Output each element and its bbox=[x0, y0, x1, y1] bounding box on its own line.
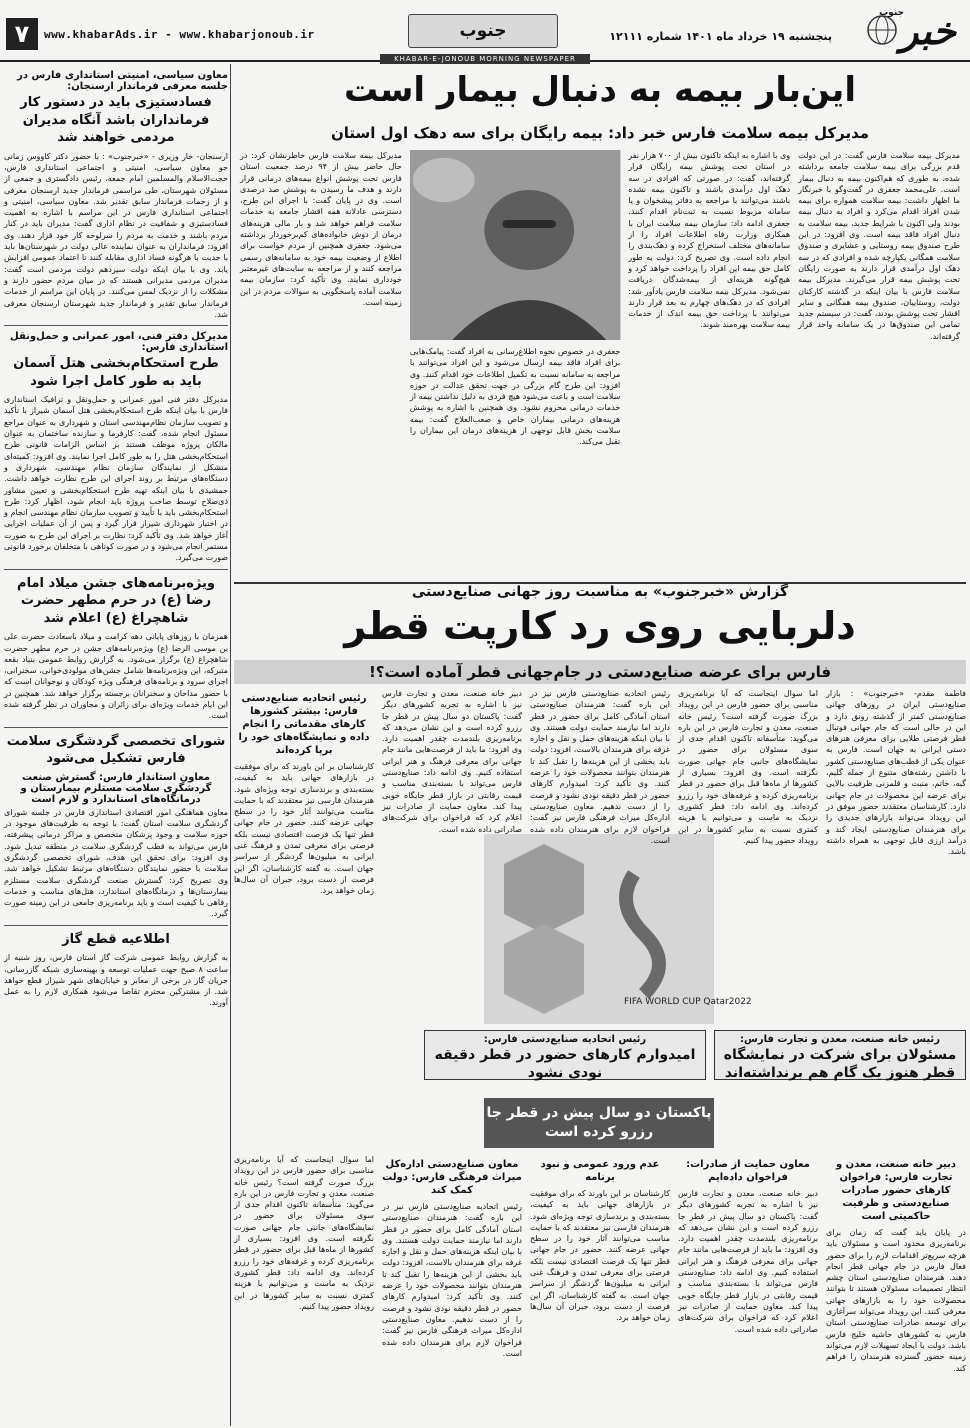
sidebar-story-2 bbox=[4, 331, 228, 564]
report-bottom-col-1 bbox=[826, 1154, 966, 1422]
report-bottom-text: کارشناسان بر این باورند که برای موفقیت در بازارهای جهانی باید به کیفیت، بسته‌بندی و برندسازی توجه ویژه‌ای شود. هنرمندان فارسی نیز معتقدند که با حمایت مناسب می‌توانند آثار خود را در سطح جهانی عرضه کنند. حضور در جام جهانی قطر تنها یک فرصت اقتصادی نیست بلکه فرصتی برای معرفی تمدن و فرهنگ غنی ایرانی به میلیون‌ها گردشگر از سراسر جهان است. به گفته کارشناسان، اگر این فرصت از دست برود، جبران آن سال‌ها زمان خواهد برد. bbox=[530, 1189, 670, 1323]
lead-column-2-wrap bbox=[628, 150, 790, 580]
box-title: مسئولان برای شرکت در نمایشگاه قطر هنوز یک گام هم برنداشته‌اند bbox=[723, 1047, 957, 1081]
quote-box-1 bbox=[714, 1030, 966, 1080]
report-bottom-col-5: اما سوال اینجاست که آیا برنامه‌ریزی مناسبی برای حضور فارس در این رویداد بزرگ صورت گرفته است؟ رئیس خانه صنعت، معدن و تجارت فارس در این باره می‌گوید: متأسفانه تاکنون اقدام جدی از سوی مسئولان برای حضور در نمایشگاه‌های جانبی جام جهانی صورت نگرفته است. وی افزود: بسیاری از کشورها از ماه‌ها قبل برای حضور در قطر برنامه‌ریزی کرده و غرفه‌های خود را رزرو کرده‌اند. وی ادامه داد: قطر کشوری نزدیک به ماست و می‌توانیم با هزینه کمتری نسبت به سایر کشورها در این رویداد حضور پیدا کنیم. bbox=[234, 1155, 374, 1311]
report-headline: دلربایی روی رد کارپت قطر bbox=[344, 604, 856, 648]
lead-column-2: وی با اشاره به اینکه تاکنون بیش از ۷۰۰ هزار نفر در استان تحت پوشش بیمه رایگان قرار گرفته‌اند، گفت: در صورتی که افرادی در سه دهک اول درآمدی باشند و تاکنون بیمه نشده باشند می‌توانند با مراجعه به دفاتر پیشخوان و یا سامانه مربوط نسبت به ثبت‌نام اقدام کنند. جعفری ادامه داد: سازمان بیمه سلامت ایران با همکاری وزارت رفاه اطلاعات افراد را از سامانه‌های مختلف استخراج کرده و دهک‌بندی را انجام داده است. وی تصریح کرد: دولت به طور کامل حق بیمه این افراد را پرداخت خواهد کرد و هیچ‌گونه هزینه‌ای از بیمه‌شدگان دریافت نمی‌شود. مدیرکل بیمه سلامت فارس یادآور شد: افرادی که در دهک‌های چهارم به بعد قرار دارند می‌توانند با پرداخت حق بیمه اندک از خدمات بیمه سلامت بهره‌مند شوند. bbox=[628, 151, 791, 330]
report-kicker: گزارش «خبرجنوب» به مناسبت روز جهانی صنایع‌دستی bbox=[411, 584, 789, 600]
story-headline: شورای تخصصی گردشگری سلامت فارس تشکیل می‌شود bbox=[6, 733, 226, 767]
report-column-3-wrap bbox=[530, 688, 670, 1028]
report-bottom-col-4 bbox=[382, 1154, 522, 1422]
photo-caption: FIFA WORLD CUP Qatar2022 bbox=[624, 997, 752, 1007]
highlight-box: پاکستان دو سال پیش در قطر جا رزرو کرده است bbox=[484, 1098, 714, 1148]
box-kicker: رئیس خانه صنعت، معدن و تجارت فارس: bbox=[740, 1034, 940, 1045]
story-kicker: معاون سیاسی، امنیتی استانداری فارس در جلسه معرفی فرماندار ارسنجان: bbox=[17, 70, 228, 92]
story-headline: ویژه‌برنامه‌های جشن میلاد امام رضا (ع) در حرم مطهر حضرت شاهچراغ (ع) اعلام شد bbox=[17, 575, 215, 626]
report-column-4-wrap bbox=[382, 688, 522, 1028]
website-url[interactable]: www.khabarAds.ir - www.khabarjonoub.ir bbox=[44, 28, 315, 41]
portrait-icon bbox=[410, 150, 620, 340]
masthead bbox=[0, 0, 970, 62]
official-portrait-photo bbox=[410, 150, 620, 340]
lead-column-3-wrap bbox=[410, 150, 620, 580]
report-column-3: رئیس اتحادیه صنایع‌دستی فارس نیز در این باره گفت: هنرمندان صنایع‌دستی استان آمادگی کامل برای حضور در قطر دارند اما نیازمند حمایت دولت هستند. وی با بیان اینکه هزینه‌های حمل و نقل و اجاره غرفه برای هنرمندان بالاست، افزود: دولت باید بخشی از این هزینه‌ها را تقبل کند تا هنرمندان بتوانند محصولات خود را عرضه کنند. وی تأکید کرد: امیدوارم کارهای حضور در قطر دقیقه نودی نشود و فرصت را از دست ندهیم. معاون صنایع‌دستی اداره‌کل میراث فرهنگی فارس نیز گفت: فراخوان لازم برای هنرمندان داده شده است. bbox=[530, 689, 670, 845]
sidebar-story-4 bbox=[4, 733, 228, 920]
inline-heading: معاون حمایت از صادرات: فراخوان داده‌ایم bbox=[686, 1159, 810, 1183]
section-label: جنوب bbox=[408, 14, 558, 48]
report-bottom-text: رئیس اتحادیه صنایع‌دستی فارس نیز در این باره گفت: هنرمندان صنایع‌دستی استان آمادگی کامل برای حضور در قطر دارند اما نیازمند حمایت دولت هستند. وی با بیان اینکه هزینه‌های حمل و نقل و اجاره غرفه برای هنرمندان بالاست، افزود: دولت باید بخشی از این هزینه‌ها را تقبل کند تا هنرمندان بتوانند محصولات خود را عرضه کنند. وی تأکید کرد: امیدوارم کارهای حضور در قطر دقیقه نودی نشود و فرصت را از دست ندهیم. معاون صنایع‌دستی اداره‌کل میراث فرهنگی فارس نیز گفت: فراخوان لازم برای هنرمندان داده شده است. bbox=[382, 1202, 522, 1358]
inline-heading: عدم ورود عمومی و نبود برنامه bbox=[540, 1159, 660, 1183]
quote-box-2 bbox=[424, 1030, 706, 1080]
story-body: به گزارش روابط عمومی شرکت گاز استان فارس، روز شنبه از ساعت ۸ صبح جهت عملیات توسعه و بهینه‌سازی شبکه گازرسانی، جریان گاز در برخی از معابر و خیابان‌های شهر شیراز قطع خواهد شد. از مشترکین محترم تقاضا می‌شود همکاری لازم را به عمل آورند. bbox=[4, 953, 229, 1008]
report-column-4: دبیر خانه صنعت، معدن و تجارت فارس نیز با اشاره به تجربه کشورهای دیگر گفت: پاکستان دو سال پیش در قطر جا رزرو کرده است و این نشان می‌دهد که برنامه‌ریزی بلندمدت چقدر اهمیت دارد. وی افزود: ما باید از فرصت‌هایی مانند جام جهانی برای معرفی فرهنگ و هنر ایرانی استفاده کنیم. وی ادامه داد: صنایع‌دستی فارس می‌تواند با بسته‌بندی مناسب و قیمت رقابتی در بازار قطر جایگاه خوبی پیدا کند. معاون حمایت از صادرات نیز اعلام کرد که فراخوان برای شرکت‌های صادراتی داده شده است. bbox=[382, 689, 522, 834]
divider bbox=[4, 925, 228, 926]
page-number: ۷ bbox=[6, 18, 38, 50]
report-bottom-col-2 bbox=[678, 1154, 818, 1422]
lead-subheadline: مدیرکل بیمه سلامت فارس خبر داد: بیمه رایگان برای سه دهک اول استان bbox=[330, 124, 870, 142]
report-column-5-wrap bbox=[234, 688, 374, 1028]
story-body: همزمان با روزهای پایانی دهه کرامت و میلاد باسعادت حضرت علی بن موسی الرضا (ع) ویژه‌برنامه‌های جشن در حرم مطهر حضرت شاهچراغ (ع) برگزار می‌شود. به گزارش روابط عمومی بنیاد بقعه متبرکه، این ویژه‌برنامه‌ها شامل جشن‌های مولودی‌خوانی، سخنرانی، اجرای سرود و برنامه‌های فرهنگی ویژه کودکان و نوجوانان است که با حضور مداحان و سخنرانان برجسته برگزار خواهد شد. همچنین در این ایام خدمات ویژه‌ای برای زائران و مجاوران در نظر گرفته شده است. bbox=[4, 632, 228, 721]
story-headline: طرح استحکام‌بخشی هتل آسمان باید به طور کامل اجرا شود bbox=[13, 356, 219, 389]
story-headline: اطلاعیه قطع گاز bbox=[62, 931, 170, 947]
report-column-1: فاطمه مقدم- «خبرجنوب» : بازار صنایع‌دستی ایران در روزهای جهانی صنایع‌دستی کمتر از گذشته رونق دارد و این در حالی است که جام جهانی فوتبال قطر فرصتی طلایی برای معرفی هنرهای دستی ایرانی به جهان است. فارس به عنوان یکی از قطب‌های صنایع‌دستی کشور با داشتن رشته‌های متنوع از جمله گلیم، گبه، خاتم، منبت و قلمزنی ظرفیت بالایی برای عرضه این محصولات در جام جهانی دارد. کارشناسان معتقدند حضور موفق در این رویداد می‌تواند بازارهای جدیدی را برای هنرمندان صنایع‌دستی ایجاد کند و درآمد ارزی قابل توجهی به همراه داشته باشد. bbox=[826, 689, 966, 857]
sidebar-news bbox=[4, 66, 228, 1424]
story-kicker: معاون استاندار فارس: گسترش صنعت گردشگری سلامت مستلزم بیمارستان و درمانگاه‌های استاندارد و لازم است bbox=[20, 771, 212, 805]
newspaper-logo bbox=[842, 4, 962, 56]
handicrafts-report bbox=[234, 584, 966, 1424]
inline-heading: دبیر خانه صنعت، معدن و تجارت فارس: فراخوان کارهای حضور صادرات صنایع‌دستی و ظرفیت حاکمیتی است bbox=[835, 1159, 957, 1222]
story-kicker: مدیرکل دفتر فنی، امور عمرانی و حمل‌ونقل استانداری فارس: bbox=[10, 331, 228, 354]
sidebar-story-5 bbox=[4, 931, 228, 1009]
story-headline: فسادستیزی باید در دستور کار فرمانداران باشد آنگاه مدیران مردمی خواهند شد bbox=[20, 95, 212, 146]
divider bbox=[4, 727, 228, 728]
lead-columns bbox=[240, 150, 960, 580]
lead-column-4: مدیرکل بیمه سلامت فارس خاطرنشان کرد: در حال حاضر بیش از ۹۴ درصد جمعیت استان فارس تحت پوشش انواع بیمه‌های درمانی قرار دارند و هدف ما رسیدن به پوشش صد درصدی است. وی در پایان گفت: با اجرای این طرح، دسترسی عادلانه همه اقشار جامعه به خدمات سلامت فراهم خواهد شد و بار مالی هزینه‌های درمان از دوش خانواده‌های کم‌برخوردار برداشته می‌شود. جعفری همچنین از مردم خواست برای اطلاع از وضعیت بیمه خود به سامانه‌های رسمی مراجعه کنند و از مراجعه به سایت‌های غیرمعتبر خودداری نمایند. وی تأکید کرد: سازمان بیمه سلامت آماده پاسخگویی به سوالات مردم در این زمینه است. bbox=[240, 151, 402, 307]
inline-heading: معاون صنایع‌دستی اداره‌کل میراث فرهنگی فارس: دولت کمک کند bbox=[382, 1159, 522, 1196]
report-columns-bottom bbox=[234, 1154, 966, 1422]
divider bbox=[4, 325, 228, 326]
dateline: پنجشنبه ۱۹ خرداد ماه ۱۴۰۱ شماره ۱۲۱۱۱ bbox=[609, 30, 832, 43]
story-body: ارسنجان- خار وزیری - «خبرجنوب» : با حضور دکتر کاووس زمانی جو معاون سیاسی، امنیتی و اجتماعی استانداری فارس، حجت‌الاسلام والمسلمین امام جمعه، رئیس دادگستری و جمعی از مسئولان شهرستان، طی مراسمی فرماندار جدید ارسنجان معرفی و از زحمات فرماندار سابق تقدیر شد. معاون سیاسی، امنیتی و اجتماعی استانداری فارس در این مراسم با اشاره به اهمیت فسادستیزی و شفافیت در نظام اداری گفت: مدیران باید در کنار مردم باشند و خدمت به مردم را سرلوحه کار خود قرار دهند. وی افزود: فرمانداران به عنوان نماینده عالی دولت در شهرستان‌ها باید با جدیت با هرگونه فساد اداری مقابله کنند تا اعتماد عمومی افزایش یابد. وی با بیان اینکه دولت سیزدهم دولت مردمی است گفت: مدیران مردمی مدیرانی هستند که در میان مردم حضور دارند و مشکلات را از نزدیک لمس می‌کنند. در پایان این مراسم از خدمات فرماندار سابق تقدیر و فرماندار جدید شهرستان ارسنجان معرفی شد. bbox=[4, 151, 228, 319]
inline-heading: رئیس اتحادیه صنایع‌دستی فارس: بیشتر کشورها کارهای مقدماتی را انجام داده و نمایشگاه‌های خود را برپا کرده‌اند bbox=[238, 693, 370, 756]
story-body: مدیرکل دفتر فنی امور عمرانی و حمل‌ونقل و ترافیک استانداری فارس با بیان اینکه طرح استحکام‌بخشی هتل آسمان شیراز با تأکید و تصویب سازمان نظام‌مهندسی استان و شهرداری به عنوان مراجع مسئول انجام شده، گفت: کارفرما و سازنده ساختمان به عنوان مالکان پروژه موظف هستند بر اساس الزامات قانونی طرح استحکام‌بخشی هتل را به طور کامل اجرا نمایند. وی افزود: کمیته‌ای متشکل از نمایندگان سازمان نظام مهندسی، شهرداری و دستگاه‌های مرتبط بر روند اجرای این طرح نظارت خواهد داشت. جمشیدی با بیان اینکه تهیه طرح استحکام‌بخشی و تعیین مشاور ذی‌صلاح توسط صاحب پروژه باید انجام شود، اظهار کرد: طرح استحکام‌بخشی باید با تأیید و تصویب سازمان نظام مهندسی انجام و در اختیار شهرداری شیراز قرار گیرد و پس از آن عملیات اجرایی آغاز خواهد شد. وی تأکید کرد: نظارت بر اجرای این طرح به صورت مستمر انجام می‌شود و در صورت کوتاهی با متخلفان برخورد قانونی صورت می‌گیرد. bbox=[4, 395, 228, 563]
box-title: امیدوارم کارهای حضور در قطر دقیقه نودی نشود bbox=[434, 1047, 696, 1081]
column-divider bbox=[230, 64, 231, 1426]
box-kicker: رئیس اتحادیه صنایع‌دستی فارس: bbox=[483, 1034, 647, 1045]
story-body: معاون هماهنگی امور اقتصادی استانداری فارس در جلسه شورای گردشگری سلامت استان گفت: با توجه به ظرفیت‌های موجود در حوزه سلامت و وجود پزشکان متخصص و مراکز درمانی پیشرفته، فارس می‌تواند به قطب گردشگری سلامت در منطقه تبدیل شود. وی افزود: برای تحقق این هدف، شورای تخصصی گردشگری سلامت با حضور نمایندگان دستگاه‌های مرتبط تشکیل خواهد شد. وی تصریح کرد: گسترش صنعت گردشگری سلامت مستلزم بیمارستان‌ها و درمانگاه‌های استاندارد، هتل‌های مناسب و خدمات رفاهی با کیفیت است و باید برنامه‌ریزی جامعی در این زمینه صورت گیرد. bbox=[4, 807, 228, 919]
report-column-5: کارشناسان بر این باورند که برای موفقیت در بازارهای جهانی باید به کیفیت، بسته‌بندی و برندسازی توجه ویژه‌ای شود. هنرمندان فارسی نیز معتقدند که با حمایت مناسب می‌توانند آثار خود را در سطح جهانی عرضه کنند. حضور در جام جهانی قطر تنها یک فرصت اقتصادی نیست بلکه فرصتی برای معرفی تمدن و فرهنگ غنی ایرانی به میلیون‌ها گردشگر از سراسر جهان است. به گفته کارشناسان، اگر این فرصت از دست برود، جبران آن سال‌ها زمان خواهد برد. bbox=[234, 762, 374, 896]
logo-text: خبر bbox=[900, 8, 956, 53]
sidebar-story-1 bbox=[4, 70, 228, 320]
report-bottom-col-3 bbox=[530, 1154, 670, 1422]
report-subheadline: فارس برای عرضه صنایع‌دستی در جام‌جهانی قطر آماده است؟! bbox=[234, 660, 966, 684]
lead-story bbox=[234, 66, 966, 584]
lead-headline: این‌بار بیمه به دنبال بیمار است bbox=[344, 70, 856, 110]
divider bbox=[4, 569, 228, 570]
report-bottom-text: دبیر خانه صنعت، معدن و تجارت فارس نیز با اشاره به تجربه کشورهای دیگر گفت: پاکستان دو سال پیش در قطر جا رزرو کرده است و این نشان می‌دهد که برنامه‌ریزی بلندمدت چقدر اهمیت دارد. وی افزود: ما باید از فرصت‌هایی مانند جام جهانی برای معرفی فرهنگ و هنر ایرانی استفاده کنیم. وی ادامه داد: صنایع‌دستی فارس می‌تواند با بسته‌بندی مناسب و قیمت رقابتی در بازار قطر جایگاه خوبی پیدا کند. معاون حمایت از صادرات نیز اعلام کرد که فراخوان برای شرکت‌های صادراتی داده شده است. bbox=[678, 1189, 818, 1334]
lead-column-3: جعفری در خصوص نحوه اطلاع‌رسانی به افراد گفت: پیامک‌هایی برای افراد فاقد بیمه ارسال می‌شود و این افراد می‌توانند با مراجعه به سامانه نسبت به تکمیل اطلاعات خود اقدام کنند. وی افزود: این طرح گام بزرگی در جهت تحقق عدالت در حوزه سلامت است و باعث می‌شود هیچ فردی به دلیل نداشتن بیمه از خدمات درمانی محروم نشود. وی همچنین با اشاره به پوشش هزینه‌های درمانی بیماران خاص و صعب‌العلاج گفت: بیمه سلامت بخش قابل توجهی از هزینه‌های درمان این بیماران را تقبل می‌کند. bbox=[409, 347, 621, 447]
report-columns-top bbox=[234, 688, 966, 1028]
report-column-2: اما سوال اینجاست که آیا برنامه‌ریزی مناسبی برای حضور فارس در این رویداد بزرگ صورت گرفته است؟ رئیس خانه صنعت، معدن و تجارت فارس در این باره می‌گوید: متأسفانه تاکنون اقدام جدی از سوی مسئولان برای حضور در نمایشگاه‌های جانبی جام جهانی صورت نگرفته است. وی افزود: بسیاری از کشورها از ماه‌ها قبل برای حضور در قطر برنامه‌ریزی کرده و غرفه‌های خود را رزرو کرده‌اند. وی ادامه داد: قطر کشوری نزدیک به ماست و می‌توانیم با هزینه کمتری نسبت به سایر کشورها در این رویداد حضور پیدا کنیم. bbox=[678, 689, 818, 845]
report-bottom-text: در پایان باید گفت که زمان برای برنامه‌ریزی محدود است و مسئولان باید هرچه سریع‌تر اقدامات لازم را برای حضور فعال فارس در جام جهانی قطر انجام دهند. هنرمندان صنایع‌دستی استان چشم انتظار تصمیمات مسئولان هستند تا بتوانند محصولات خود را به بازارهای جهانی معرفی کنند. این رویداد می‌تواند سرآغازی برای توسعه صادرات صنایع‌دستی استان فارس به کشورهای حاشیه خلیج فارس باشد. دولت با ایجاد تسهیلات لازم می‌تواند زمینه حضور گسترده هنرمندان را فراهم کند. bbox=[826, 1228, 966, 1373]
sidebar-story-3 bbox=[4, 575, 228, 722]
english-strip: KHABAR-E-JONOUB MORNING NEWSPAPER bbox=[380, 54, 590, 64]
lead-column-1: مدیرکل بیمه سلامت فارس گفت: در این دولت قدم بزرگی برای بیمه سلامت جامعه برداشته شده، به طوری که هم‌اکنون بیمه به دنبال بیمار است. علی‌محمد جعفری در گفت‌وگو با خبرنگار ما اظهار داشت: بیمه سلامت همواره برای بیمه شدن افراد اقدام می‌کرد و افراد به دنبال بیمه بودند ولی اکنون با شرایط جدید، بیمه سلامت به دنبال افراد فاقد بیمه است. وی افزود: در این طرح صندوق بیمه روستایی و عشایری و صندوق سلامت همگانی یکپارچه شده و افرادی که در سه دهک اول درآمدی قرار دارند به صورت رایگان تحت پوشش بیمه قرار می‌گیرند. مدیرکل بیمه سلامت فارس با بیان اینکه در گذشته کارکنان دولت، روستاییان، صندوق بیمه همگانی و سایر اقشار تحت پوشش بودند، گفت: در سیستم جدید تمامی این صندوق‌ها در یک سامانه واحد قرار گرفته‌اند. bbox=[798, 151, 960, 341]
logo-subtext: جنوب bbox=[879, 8, 904, 18]
